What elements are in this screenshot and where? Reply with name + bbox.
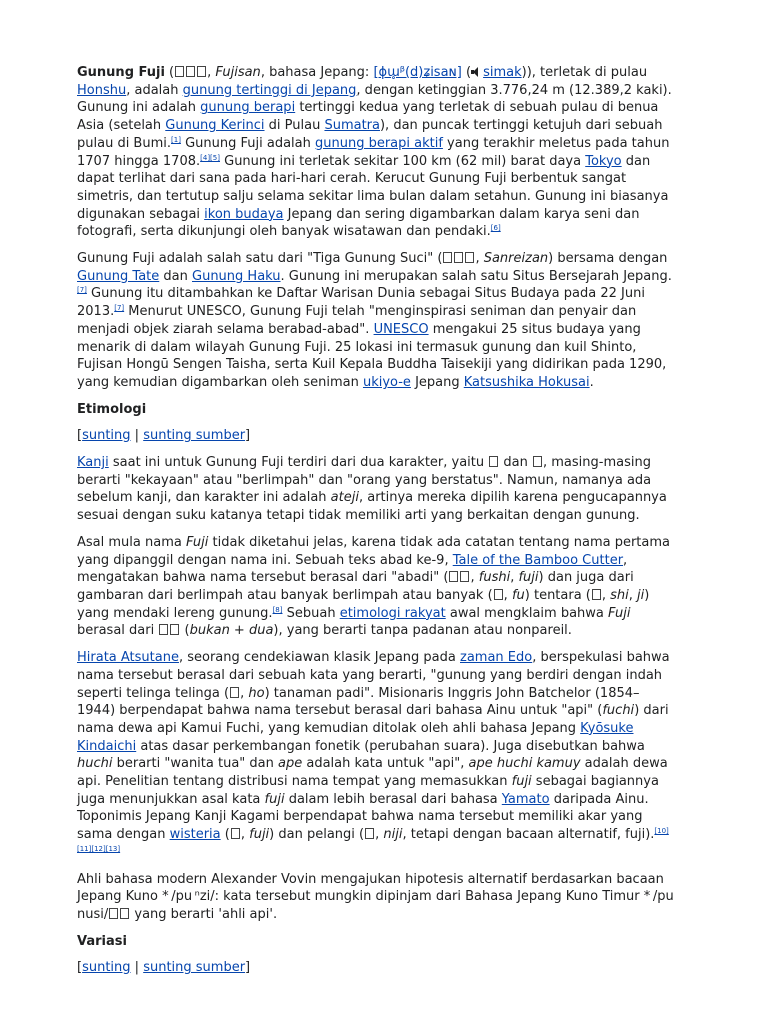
tokyo-link[interactable]: Tokyo xyxy=(585,153,622,169)
kanji-glyph xyxy=(230,687,239,698)
kanji-glyph xyxy=(454,252,463,263)
kanji-glyph xyxy=(186,66,195,77)
kanji-glyph xyxy=(365,828,374,839)
kanji-glyph xyxy=(109,908,118,919)
ipa-link[interactable]: [ɸɯ̥ᵝ(d)ʑisaɴ] xyxy=(373,65,462,80)
reference-link[interactable]: [1] xyxy=(171,135,181,144)
hokusai-link[interactable]: Katsushika Hokusai xyxy=(463,374,590,390)
tate-link[interactable]: Gunung Tate xyxy=(77,268,160,284)
reference-link[interactable]: [10][11][12][13] xyxy=(77,827,669,853)
edo-link[interactable]: zaman Edo xyxy=(460,650,533,666)
article-subject: Gunung Fuji xyxy=(77,65,165,80)
kindaichi-link[interactable]: Kyōsuke Kindaichi xyxy=(77,720,634,754)
kanji-glyph xyxy=(592,589,601,600)
paragraph-sacred-mountains: Gunung Fuji adalah salah satu dari "Tiga Gunung Suci" ( , Sanreizan) bersama dengan Gunung Tate dan Gunung Haku. Gunung ini merupakan salah satu Situs Bersejarah Jepang.[7] Gunung itu ditambahkan ke Daftar Warisan Dunia sebagai Situs Budaya pada 22 Juni 2013.[7] Menurut UNESCO, Gunung Fuji telah "menginspirasi seniman dan penyair dan menjadi objek ziarah selama berabad-abad". UNESCO mengakui 25 situs budaya yang menarik di dalam wilayah Gunung Fuji. 25 lokasi ini termasuk gunung dan kuil Shinto, Fujisan Hongū Sengen Taisha, serta Kuil Kepala Buddha Taisekiji yang didirikan pada 1290, yang kemudian digambarkan oleh seniman ukiyo-e Jepang Katsushika Hokusai. xyxy=(77,251,672,390)
bamboo-cutter-link[interactable]: Tale of the Bamboo Cutter xyxy=(452,552,624,568)
honshu-link[interactable]: Honshu xyxy=(77,82,127,98)
reference-link[interactable]: [7] xyxy=(77,286,87,295)
kanji-glyph xyxy=(197,66,206,77)
haku-link[interactable]: Gunung Haku xyxy=(192,268,281,284)
edit-links-etimologi: [sunting | sunting sumber] xyxy=(77,428,251,444)
kerinci-link[interactable]: Gunung Kerinci xyxy=(165,118,265,134)
reference-link[interactable]: [8] xyxy=(272,605,283,614)
hirata-link[interactable]: Hirata Atsutane xyxy=(77,650,179,666)
edit-links-variasi: [sunting | sunting sumber] xyxy=(77,960,251,976)
kanji-glyph xyxy=(449,571,458,582)
wisteria-link[interactable]: wisteria xyxy=(169,827,221,843)
article-content xyxy=(77,64,677,986)
reference-link[interactable]: [7] xyxy=(114,304,125,313)
yamato-link[interactable]: Yamato xyxy=(501,791,550,807)
paragraph-intro: Gunung Fuji ( , Fujisan, bahasa Jepang: [ɸɯ̥ᵝ(d)ʑisaɴ] ( simak)), terletak di pulau Honshu, adalah gunung tertinggi di Jepang, dengan ketinggian 3.776,24 m (12.389,2 kaki). Gunung ini adalah gunung berapi tertinggi kedua yang terletak di sebuah pulau di benua Asia (setelah Gunung Kerinci di Pulau Sumatra), dan puncak tertinggi ketujuh dari sebuah pulau di Bumi.[1] Gunung Fuji adalah gunung berapi aktif yang terakhir meletus pada tahun 1707 hingga 1708.[4][5] Gunung ini terletak sekitar 100 km (62 mil) barat daya Tokyo dan dapat terlihat dari sana pada hari-hari cerah. Kerucut Gunung Fuji berbentuk sangat simetris, dan tertutup salju selama sekitar lima bulan dalam setahun. Gunung ini biasanya digunakan sebagai ikon budaya Jepang dan sering digambarkan dalam karya seni dan fotografi, serta dikunjungi oleh banyak wisatawan dan pendaki.[6] xyxy=(77,65,672,240)
kanji-glyph xyxy=(443,252,452,263)
kanji-glyph xyxy=(175,66,184,77)
kanji-glyph xyxy=(460,571,469,582)
kanji-glyph xyxy=(489,456,498,467)
active-volcano-link[interactable]: gunung berapi aktif xyxy=(314,135,443,151)
kanji-glyph xyxy=(120,908,129,919)
edit-source-link[interactable]: sunting sumber xyxy=(143,428,246,444)
kanji-glyph xyxy=(231,828,240,839)
sumatra-link[interactable]: Sumatra xyxy=(324,118,380,134)
edit-link[interactable]: sunting xyxy=(82,428,131,444)
section-heading-etimologi: Etimologi xyxy=(77,401,147,417)
kanji-glyph xyxy=(533,456,542,467)
folk-etymology-link[interactable]: etimologi rakyat xyxy=(339,605,446,621)
speaker-icon[interactable] xyxy=(471,67,481,77)
paragraph-kanji: Kanji saat ini untuk Gunung Fuji terdiri dari dua karakter, yaitu dan , masing-masing berarti "kekayaan" atau "berlimpah" dan "orang yang berstatus". Namun, namanya ada sebelum kanji, dan karakter ini adalah ateji, artinya mereka dipilih karena pengucapannya sesuai dengan suku katanya tetapi tidak memiliki arti yang berkaitan dengan gunung. xyxy=(77,455,667,524)
edit-link[interactable]: sunting xyxy=(82,960,131,976)
paragraph-origin: Asal mula nama Fuji tidak diketahui jelas, karena tidak ada catatan tentang nama pertama yang dipanggil dengan nama ini. Sebuah teks abad ke-9, Tale of the Bamboo Cutter, mengatakan bahwa nama tersebut berasal dari "abadi" ( , fushi, fuji) dan juga dari gambaran dari berlimpah atau banyak berlimpah atau banyak ( , fu) tentara ( , shi, ji) yang mendaki lereng gunung.[8] Sebuah etimologi rakyat awal mengklaim bahwa Fuji berasal dari (bukan + dua), yang berarti tanpa padanan atau nonpareil. xyxy=(77,534,671,639)
listen-link[interactable]: simak xyxy=(483,65,522,80)
reference-link[interactable]: [6] xyxy=(490,224,501,233)
volcano-link[interactable]: gunung berapi xyxy=(200,100,296,116)
kanji-glyph xyxy=(170,624,179,635)
cultural-icon-link[interactable]: ikon budaya xyxy=(204,206,284,222)
highest-mountain-link[interactable]: gunung tertinggi di Jepang xyxy=(182,82,357,98)
kanji-glyph xyxy=(465,252,474,263)
kanji-link[interactable]: Kanji xyxy=(77,455,109,471)
ukiyoe-link[interactable]: ukiyo-e xyxy=(362,374,411,390)
kanji-glyph xyxy=(159,624,168,635)
paragraph-vovin: Ahli bahasa modern Alexander Vovin mengajukan hipotesis alternatif berdasarkan bacaan Jepang Kuno * /pu ⁿzi/: kata tersebut mungkin dipinjam dari Bahasa Jepang Kuno Timur * /pu nusi/ yang berarti 'ahli api'. xyxy=(77,871,674,922)
edit-source-link[interactable]: sunting sumber xyxy=(143,960,246,976)
reference-link[interactable]: [4][5] xyxy=(200,153,220,162)
unesco-link[interactable]: UNESCO xyxy=(373,321,429,337)
paragraph-theories: Hirata Atsutane, seorang cendekiawan klasik Jepang pada zaman Edo, berspekulasi bahwa nama tersebut berasal dari sebuah kata yang berarti, "gunung yang berdiri dengan indah seperti telinga telinga ( , ho) tanaman padi". Misionaris Inggris John Batchelor (1854–1944) berpendapat bahwa nama tersebut berasal dari bahasa Ainu untuk "api" (fuchi) dari nama dewa api Kamui Fuchi, yang kemudian ditolak oleh ahli bahasa Jepang Kyōsuke Kindaichi atas dasar perkembangan fonetik (perubahan suara). Juga disebutkan bahwa huchi berarti "wanita tua" dan ape adalah kata untuk "api", ape huchi kamuy adalah dewa api. Penelitian tentang distribusi nama tempat yang memasukkan fuji sebagai bagiannya juga menunjukkan asal kata fuji dalam lebih berasal dari bahasa Yamato daripada Ainu. Toponimis Jepang Kanji Kagami berpendapat bahwa nama tersebut memiliki akar yang sama dengan wisteria ( , fuji) dan pelangi ( , niji, tetapi dengan bacaan alternatif, fuji).[10][11][12][13] xyxy=(77,650,670,853)
section-heading-variasi: Variasi xyxy=(77,933,127,949)
kanji-glyph xyxy=(494,589,503,600)
